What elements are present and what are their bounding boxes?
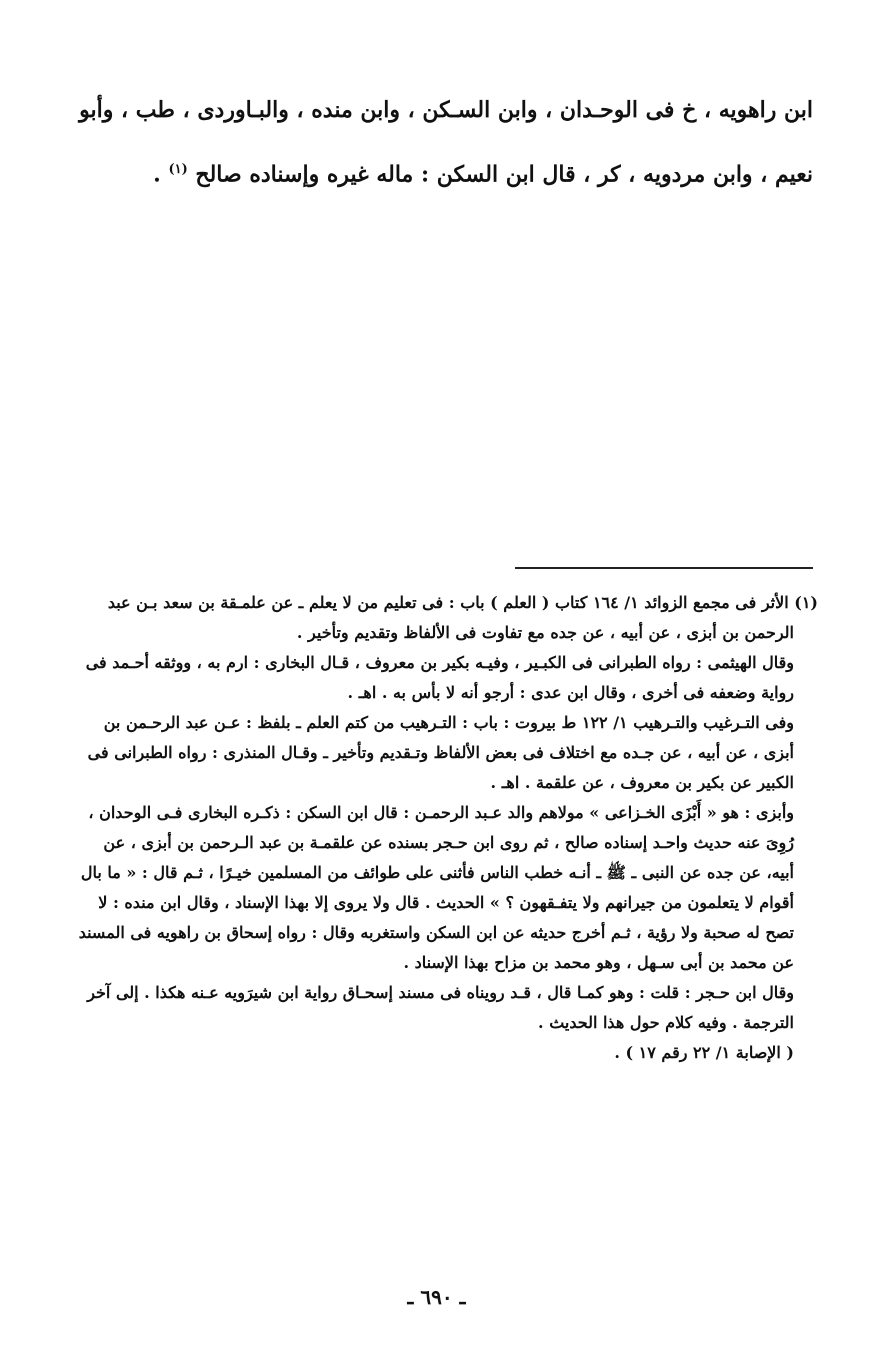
page-number: ـ ٦٩٠ ـ	[407, 1285, 466, 1309]
footnote-line: (١) الأثر فى مجمع الزوائد ١/ ١٦٤ كتاب ( العلم ) باب : فى تعليم من لا يعلم ـ عن علمـقة بن سعد بـن عبد	[107, 593, 818, 612]
footnote-line: أقوام لا يتعلمون من جيرانهم ولا يتفـقهون ؟ » الحديث . قال ولا يروى إلا بهذا الإسناد ، وقال ابن منده : لا	[98, 893, 794, 912]
main-text	[40, 80, 813, 204]
footnote-line: تصح له صحبة ولا رؤية ، ثـم أخرج حديثه عن ابن السكن واستغربه وقال : رواه إسحاق بن راهويه فى المسند	[78, 923, 794, 942]
footnote-line: رُوِىَ عنه حديث واحـد إسناده صالح ، ثم روى ابن حـجر بسنده عن علقمـة بن عبد الـرحمن بن أبزى ، عن	[103, 833, 794, 852]
footnote-divider	[515, 567, 813, 569]
footnote-line: وأبزى : هو « أَبْزَى الخـزاعى » مولاهم والد عـبد الرحمـن : قال ابن السكن : ذكـره البخارى فـى الوحدان ،	[88, 803, 794, 822]
footnote-line: ( الإصابة ١/ ٢٢ رقم ١٧ ) .	[614, 1043, 794, 1062]
main-text-line-1: ابن راهويه ، خ فى الوحـدان ، وابن السـكن ، وابن منده ، والبـاوردى ، طب ، وأبو	[79, 97, 813, 123]
footnote-line: أبيه، عن جده عن النبى ـ ﷺ ـ أنـه خطب الناس فأثنى على طوائف من المسلمين خيـرًا ، ثـم قال : « ما بال	[80, 863, 794, 882]
footnote-line: وقال ابن حـجر : قلت : وهو كمـا قال ، قـد رويناه فى مسند إسحـاق رواية ابن شيرَويه عـنه هكذا . إلى آخر	[87, 983, 794, 1002]
footnote-line: وفى التـرغيب والتـرهيب ١/ ١٢٢ ط بيروت : باب : التـرهيب من كتم العلم ـ بلفظ : عـن عبد الرحـمن بن	[103, 713, 794, 732]
footnote-line: رواية وضعفه فى أخرى ، وقال ابن عدى : أرجو أنه لا بأس به . اهـ .	[347, 683, 794, 702]
footnote-block	[40, 588, 818, 1068]
footnote-line: أبزى ، عن أبيه ، عن جـده مع اختلاف فى بعض الألفاظ وتـقديم وتأخير ـ وقـال المنذرى : رواه الطبرانى فى	[87, 743, 794, 762]
footnote-line: الرحمن بن أبزى ، عن أبيه ، عن جده مع تفاوت فى الألفاظ وتقديم وتأخير .	[296, 623, 794, 642]
main-text-line-2	[40, 140, 813, 204]
footnote-line: الكبير عن بكير بن معروف ، عن علقمة . اهـ .	[490, 773, 794, 792]
footnote-line: الترجمة . وفيه كلام حول هذا الحديث .	[538, 1013, 794, 1032]
footnote-reference: (١)	[168, 162, 188, 177]
footnote-line: عن محمد بن أبى سـهل ، وهو محمد بن مزاح بهذا الإسناد .	[403, 953, 794, 972]
main-text-line-2-body: نعيم ، وابن مردويه ، كر ، قال ابن السكن : ماله غيره وإسناده صالح	[195, 161, 813, 188]
footnote-line: وقال الهيثمى : رواه الطبرانى فى الكبـير ، وفيـه بكير بن معروف ، قـال البخارى : ارم به ، ووثقه أحـمد فى	[85, 653, 794, 672]
main-text-line-2-end: .	[153, 161, 169, 188]
